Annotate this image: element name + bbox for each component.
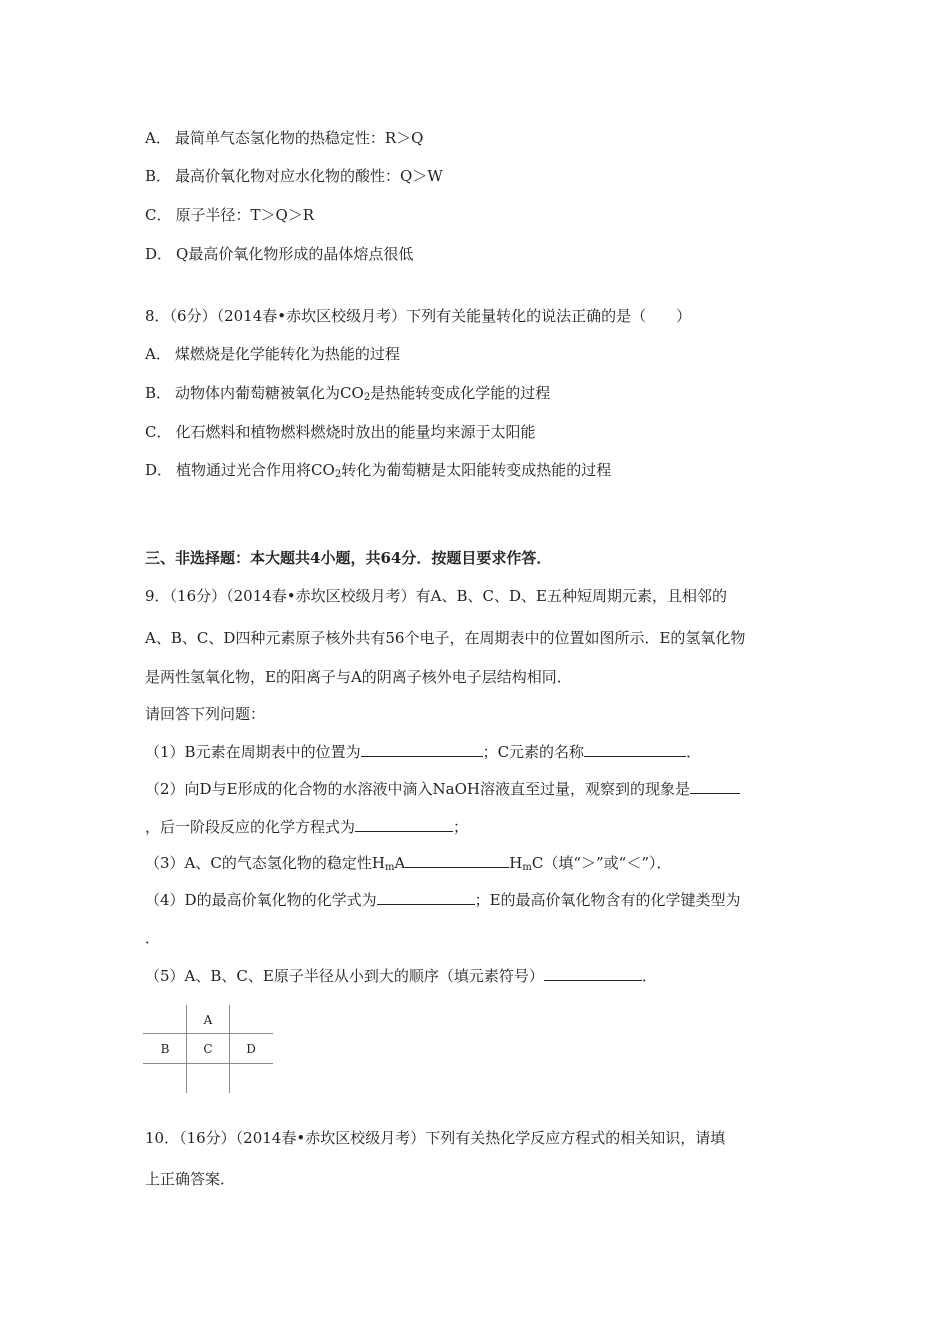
q9-part-5: （5）A、B、C、E原子半径从小到大的顺序（填元素符号） ．	[145, 967, 657, 985]
q9-prompt: 请回答下列问题：	[145, 705, 266, 723]
q7-option-c: C． 原子半径：T＞Q＞R	[145, 206, 315, 224]
answer-blank[interactable]	[544, 966, 642, 981]
q10-stem-line-2: 上正确答案．	[145, 1170, 236, 1188]
grid-line	[143, 1033, 273, 1034]
q9-part-3: （3）A、C的气态氢化物的稳定性$H_mA$ $H_mC$（填“＞”或“＜”）．	[145, 854, 672, 873]
q10-stem-line-1: 10．（16分）（2014春•赤坎区校级月考）下列有关热化学反应方程式的相关知识，请填	[145, 1129, 726, 1147]
q8-option-c: C． 化石燃料和植物燃料燃烧时放出的能量均来源于太阳能	[145, 423, 536, 441]
periodic-table-fragment	[143, 1005, 273, 1093]
answer-blank[interactable]	[361, 742, 483, 757]
q8-option-b: B． 动物体内葡萄糖被氧化为$CO_2$是热能转变成化学能的过程	[145, 384, 551, 403]
answer-blank[interactable]	[355, 817, 453, 832]
grid-line	[143, 1063, 273, 1064]
answer-blank[interactable]	[405, 853, 509, 868]
answer-blank[interactable]	[690, 779, 740, 794]
cell-c: C	[203, 1042, 213, 1056]
q8-stem: 8．（6分）（2014春•赤坎区校级月考）下列有关能量转化的说法正确的是（ ）	[145, 307, 692, 325]
q8-option-a: A． 煤燃烧是化学能转化为热能的过程	[145, 345, 400, 363]
q9-part-4: （4）D的最高价氧化物的化学式为 ；E的最高价氧化物含有的化学键类型为	[145, 891, 741, 909]
cell-d: D	[246, 1042, 256, 1056]
q9-part-4-end: ．	[145, 929, 161, 947]
q9-part-2-line-1: （2）向D与E形成的化合物的水溶液中滴入NaOH溶液直至过量，观察到的现象是	[145, 779, 740, 799]
grid-line	[186, 1005, 187, 1093]
grid-line	[229, 1005, 230, 1093]
answer-blank[interactable]	[377, 890, 475, 905]
q8-option-d: D． 植物通过光合作用将$CO_2$转化为葡萄糖是太阳能转变成热能的过程	[145, 461, 612, 480]
q7-option-a: A． 最简单气态氢化物的热稳定性：R＞Q	[145, 129, 424, 147]
q9-stem-line-1: 9．（16分）（2014春•赤坎区校级月考）有A、B、C、D、E五种短周期元素，且相邻的	[145, 587, 727, 605]
q7-option-b: B． 最高价氧化物对应水化物的酸性：Q＞W	[145, 167, 443, 185]
q9-part-2-line-2: ，后一阶段反应的化学方程式为 ；	[145, 818, 469, 836]
answer-blank[interactable]	[584, 742, 686, 757]
q9-stem-line-3: 是两性氢氧化物，E的阳离子与A的阴离子核外电子层结构相同．	[145, 668, 572, 686]
q9-part-1: （1）B元素在周期表中的位置为 ；C元素的名称 ．	[145, 743, 702, 761]
section-3-heading: 三、非选择题：本大题共4小题，共64分．按题目要求作答．	[145, 549, 552, 567]
q9-stem-line-2: A、B、C、D四种元素原子核外共有56个电子，在周期表中的位置如图所示．E的氢氧化物	[145, 629, 746, 647]
cell-b: B	[160, 1042, 170, 1056]
q7-option-d: D． Q最高价氧化物形成的晶体熔点很低	[145, 245, 414, 263]
cell-a: A	[203, 1013, 213, 1027]
